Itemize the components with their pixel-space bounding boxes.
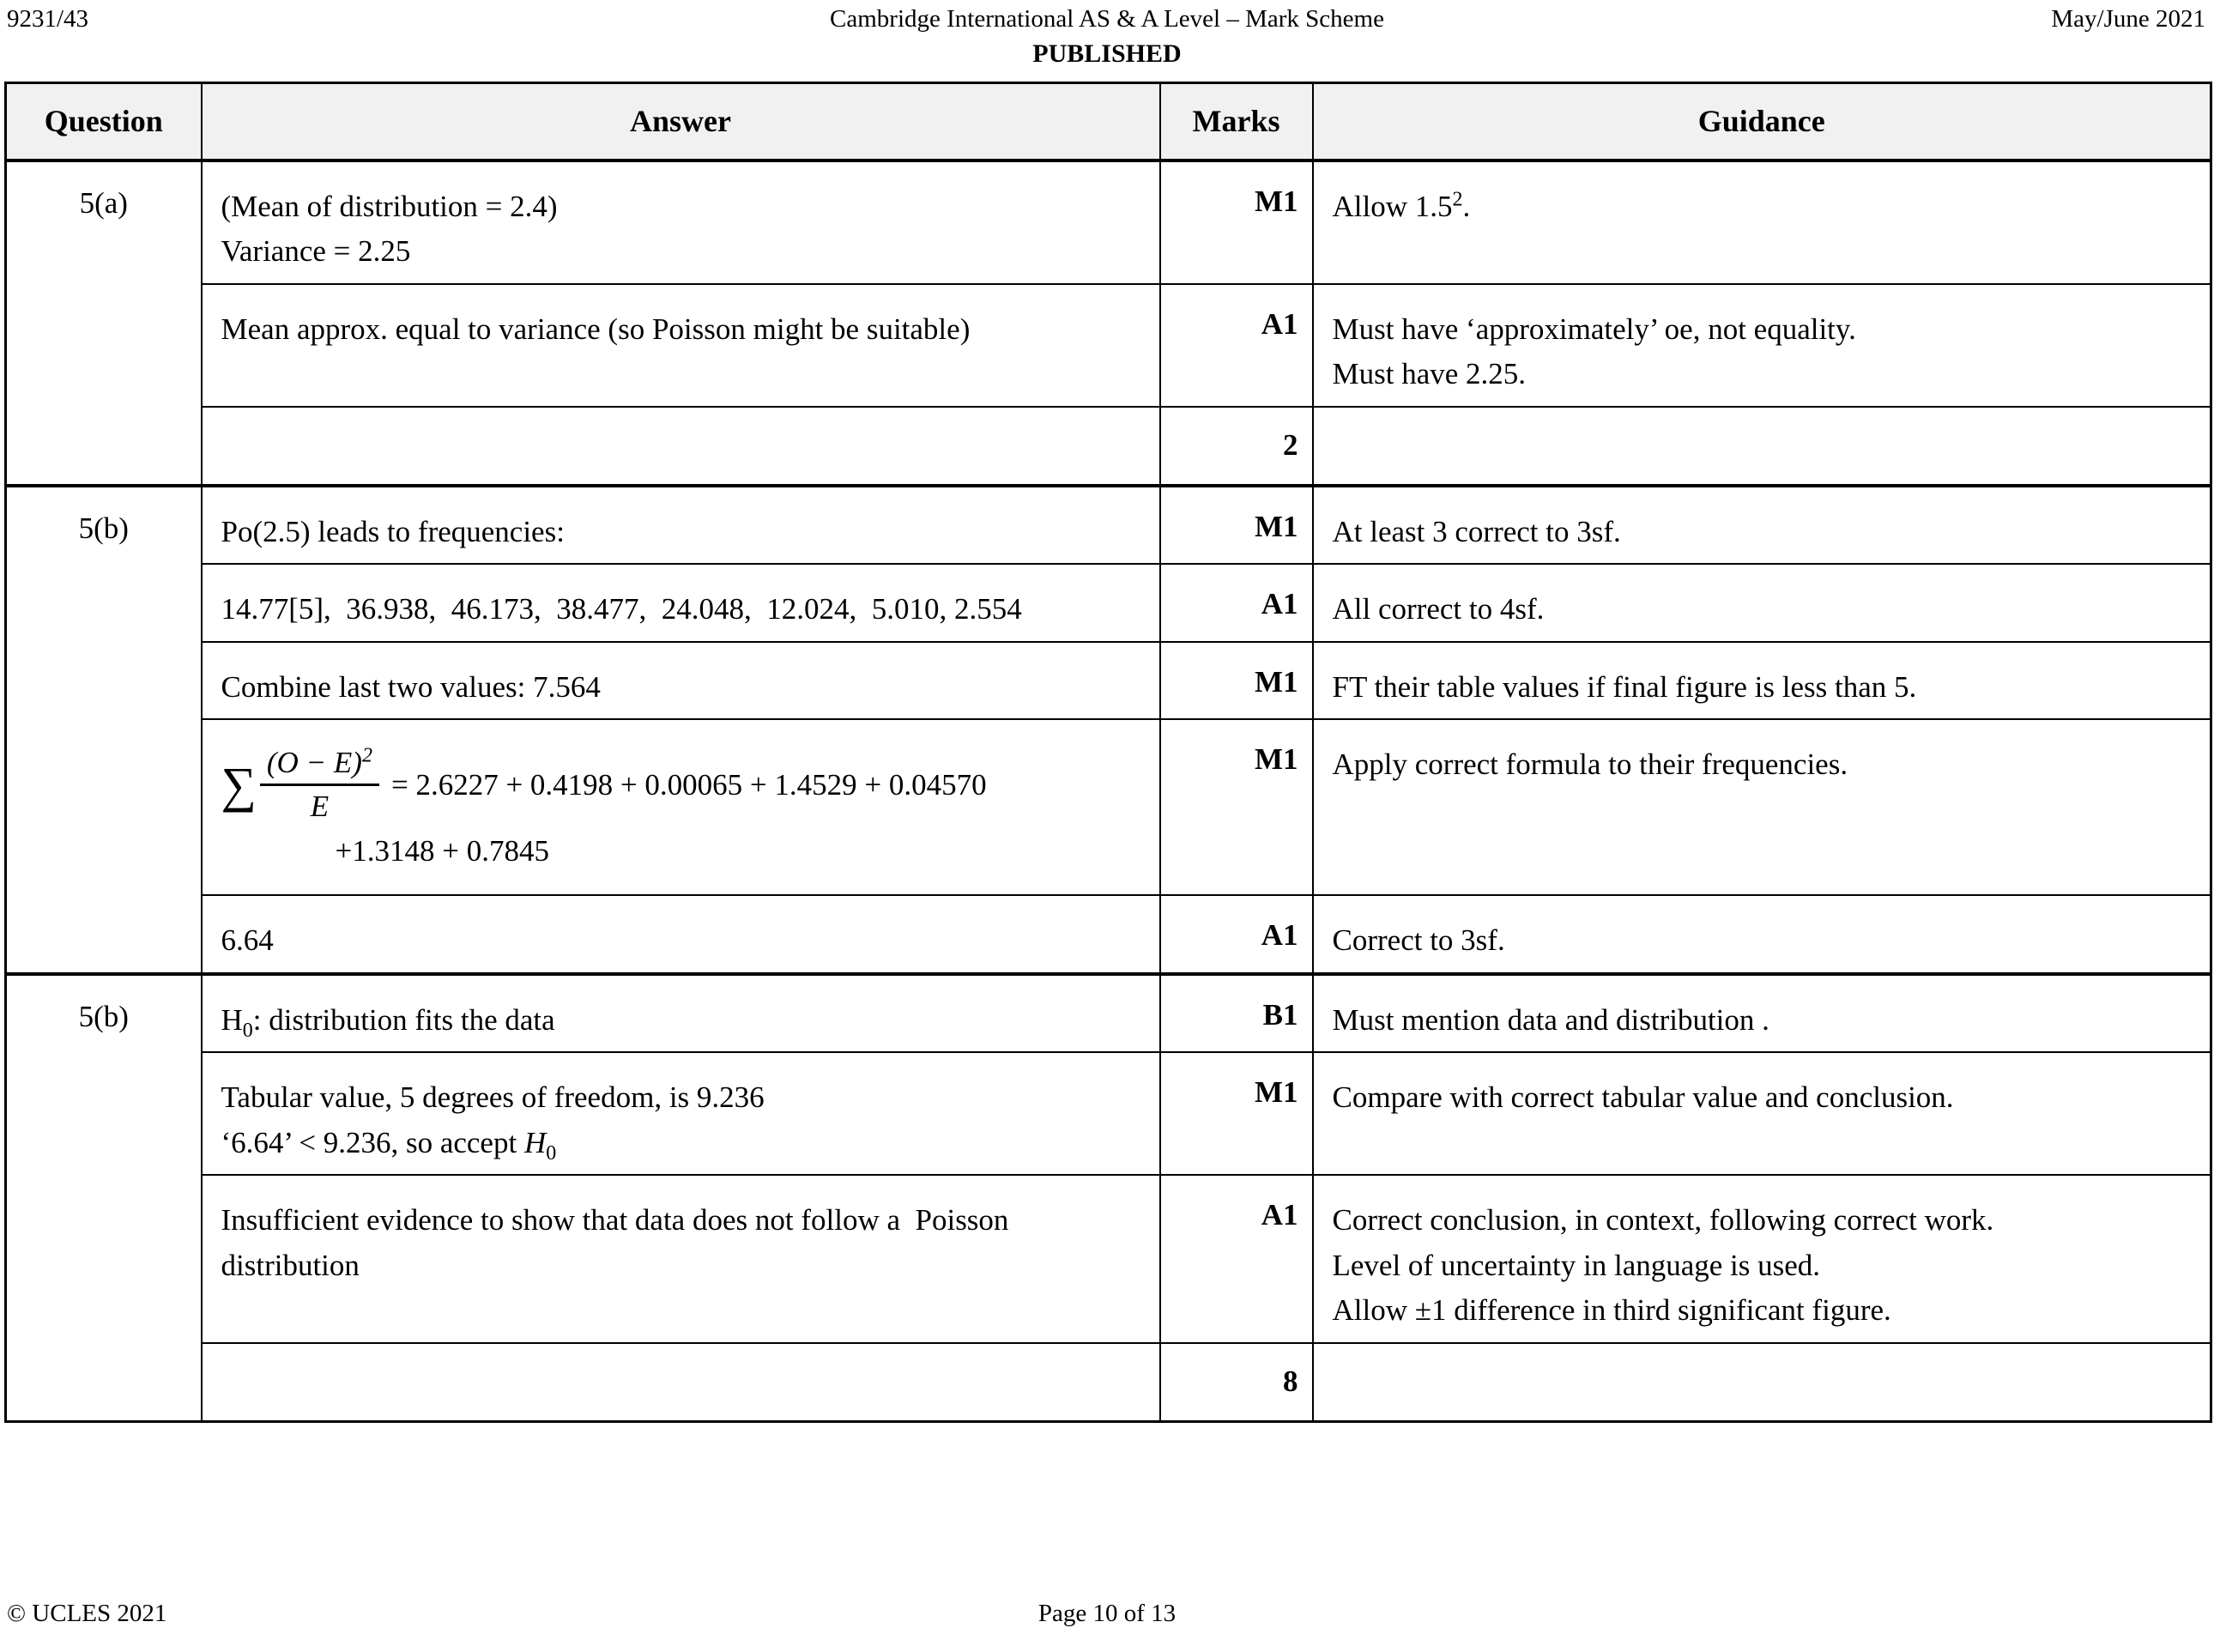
document-title: Cambridge International AS & A Level – Mark Scheme: [830, 5, 1384, 33]
answer-cell: [202, 1052, 1160, 1175]
col-header-marks: Marks: [1160, 83, 1313, 160]
guidance-cell: [1313, 974, 2211, 1053]
guidance-line: Compare with correct tabular value and conclusion.: [1332, 1080, 1954, 1114]
guidance-line: Must have 2.25.: [1332, 357, 1527, 390]
guidance-cell: [1313, 160, 2211, 284]
table-row: [6, 895, 2211, 974]
answer-line: Insufficient evidence to show that data does not follow a Poisson: [221, 1203, 1009, 1237]
guidance-line: Level of uncertainty in language is used.: [1332, 1248, 1821, 1282]
answer-line: Po(2.5) leads to frequencies:: [221, 514, 565, 548]
chi-square-formula: [221, 742, 1142, 868]
fraction: $\frac{(O - E)^2}{E}$: [260, 746, 379, 824]
answer-line: Combine last two values: 7.564: [221, 669, 601, 704]
formula-rhs: = 2.6227 + 0.4198 + 0.00065 + 1.4529 + 0.04570: [390, 767, 987, 802]
marks-cell: A1: [1160, 564, 1313, 642]
table-header-row: [6, 83, 2211, 160]
total-row: [6, 407, 2211, 486]
guidance-cell: [1313, 486, 2211, 565]
guidance-line: All correct to 4sf.: [1332, 592, 1545, 626]
answer-cell: [202, 1175, 1160, 1343]
guidance-cell: [1313, 895, 2211, 974]
marks-cell: M1: [1160, 160, 1313, 284]
guidance-cell: [1313, 1343, 2211, 1422]
published-label: PUBLISHED: [1032, 39, 1182, 68]
col-header-question: Question: [6, 83, 202, 160]
guidance-line: Correct to 3sf.: [1332, 923, 1505, 957]
answer-line: ‘6.64’ < 9.236, so accept $H_0$: [221, 1125, 557, 1165]
guidance-line: At least 3 correct to 3sf.: [1332, 514, 1621, 548]
table-row: [6, 284, 2211, 407]
guidance-line: Correct conclusion, in context, following correct work.: [1332, 1203, 1994, 1237]
marks-cell: M1: [1160, 642, 1313, 720]
answer-cell: [202, 486, 1160, 565]
guidance-cell: [1313, 284, 2211, 407]
answer-cell: [202, 895, 1160, 974]
table-row: [6, 719, 2211, 895]
formula-rhs-continued: +1.3148 + 0.7845: [335, 834, 549, 868]
guidance-cell: [1313, 642, 2211, 720]
guidance-line: Must have ‘approximately’ oe, not equality.: [1332, 312, 1856, 346]
guidance-line: Must mention data and distribution .: [1332, 1002, 1769, 1037]
table-row: [6, 1052, 2211, 1175]
marks-cell: A1: [1160, 895, 1313, 974]
question-cell: 5(a): [6, 160, 202, 486]
answer-line: 6.64: [221, 923, 274, 957]
table-row: [6, 160, 2211, 284]
table-row: [6, 564, 2211, 642]
sigma-symbol: ∑: [221, 756, 257, 813]
col-header-guidance: Guidance: [1313, 83, 2211, 160]
answer-cell: [202, 642, 1160, 720]
col-header-answer: Answer: [202, 83, 1160, 160]
answer-cell: [202, 719, 1160, 895]
guidance-line: FT their table values if final figure is less than 5.: [1332, 669, 1917, 704]
marks-cell: M1: [1160, 1052, 1313, 1175]
guidance-line: Allow ±1 difference in third significant figure.: [1332, 1293, 1891, 1327]
marks-cell: A1: [1160, 284, 1313, 407]
session-date: May/June 2021: [2051, 5, 2205, 33]
answer-line: Tabular value, 5 degrees of freedom, is 9.236: [221, 1080, 765, 1114]
copyright-notice: © UCLES 2021: [7, 1600, 167, 1627]
total-marks-cell: 2: [1160, 407, 1313, 486]
guidance-cell: [1313, 1052, 2211, 1175]
table-row: [6, 974, 2211, 1053]
answer-cell: [202, 407, 1160, 486]
answer-cell: [202, 284, 1160, 407]
marks-cell: B1: [1160, 974, 1313, 1053]
guidance-cell: [1313, 719, 2211, 895]
answer-cell: [202, 160, 1160, 284]
paper-code: 9231/43: [7, 5, 89, 33]
table-row: [6, 1175, 2211, 1343]
question-cell: 5(b): [6, 486, 202, 974]
marks-cell: A1: [1160, 1175, 1313, 1343]
table-row: [6, 642, 2211, 720]
guidance-cell: [1313, 1175, 2211, 1343]
answer-line: $H_0$: distribution fits the data: [221, 1002, 555, 1042]
marks-cell: M1: [1160, 486, 1313, 565]
answer-cell: [202, 1343, 1160, 1422]
mark-scheme-table: [4, 82, 2212, 1423]
guidance-line: Allow $1.5^2$.: [1332, 187, 1471, 223]
guidance-line: Apply correct formula to their frequencies.: [1332, 747, 1848, 781]
answer-line: Variance = 2.25: [221, 234, 411, 268]
table-row: [6, 486, 2211, 565]
answer-line: (Mean of distribution = 2.4): [221, 189, 558, 223]
guidance-cell: [1313, 564, 2211, 642]
answer-line: 14.77[5], 36.938, 46.173, 38.477, 24.048, 12.024, 5.010, 2.554: [221, 592, 1022, 626]
total-marks-cell: 8: [1160, 1343, 1313, 1422]
marks-cell: M1: [1160, 719, 1313, 895]
answer-line: distribution: [221, 1248, 360, 1282]
answer-cell: [202, 564, 1160, 642]
answer-cell: [202, 974, 1160, 1053]
guidance-cell: [1313, 407, 2211, 486]
page-number: Page 10 of 13: [1037, 1600, 1177, 1627]
answer-line: Mean approx. equal to variance (so Poisson might be suitable): [221, 312, 971, 346]
question-cell: 5(b): [6, 974, 202, 1422]
total-row: [6, 1343, 2211, 1422]
